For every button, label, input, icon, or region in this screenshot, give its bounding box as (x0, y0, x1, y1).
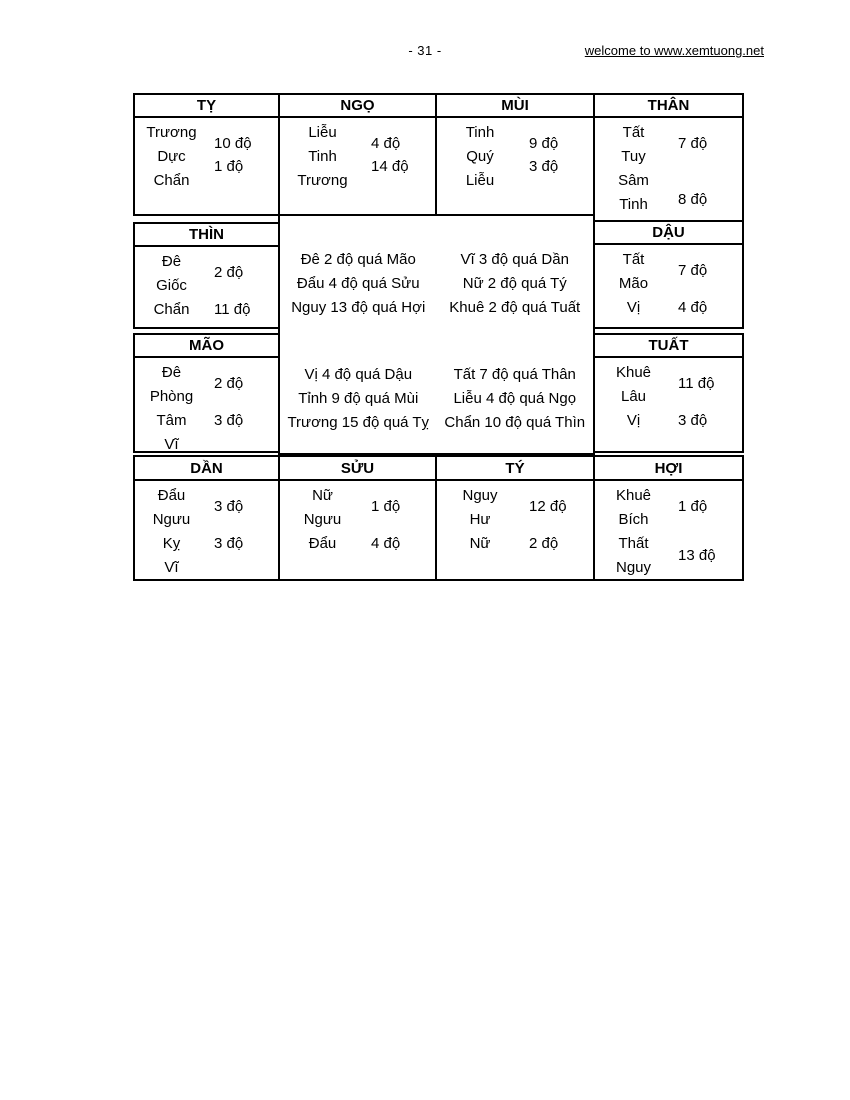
star-name: Đẩu (157, 487, 186, 504)
cell-dau-header: DẬU (593, 220, 744, 245)
cell-tuat-names (595, 361, 672, 451)
star-name: Kỵ (162, 535, 181, 552)
cell-suu-degrees (365, 484, 435, 579)
degree-value: 9 độ (529, 135, 559, 152)
cell-ty-header: TỴ (133, 93, 280, 118)
page-number: - 31 - (408, 43, 442, 58)
degree-value: 1 độ (678, 498, 708, 515)
degree-value: 2 độ (529, 535, 559, 552)
star-name: Trương (297, 172, 348, 189)
center-note-line: Đê 2 độ quá Mão (300, 251, 416, 268)
star-name: Khuê (615, 487, 652, 504)
star-name: Ngưu (152, 511, 191, 528)
star-name: Vị (626, 412, 641, 429)
star-name: Vị (626, 299, 641, 316)
degree-value: 7 độ (678, 135, 708, 152)
cell-thin-names (135, 250, 208, 327)
cell-thin-body (133, 245, 280, 329)
degree-value: 11 độ (214, 301, 251, 318)
cell-tyy-names (437, 484, 523, 579)
star-name: Đê (161, 364, 182, 381)
cell-tyy-body (435, 479, 595, 581)
cell-ngo-degrees (365, 121, 435, 214)
cell-dan-names (135, 484, 208, 579)
star-name: Tất (622, 124, 645, 141)
center-note-line: Tỉnh 9 độ quá Mùi (298, 390, 419, 407)
degree-value: 4 độ (371, 535, 401, 552)
cell-than-names (595, 121, 672, 220)
center-note-line: Chẩn 10 độ quá Thìn (444, 414, 586, 431)
cell-ngo-names (280, 121, 365, 214)
cell-hoi-degrees (672, 484, 742, 579)
center-note-line: Trương 15 độ quá Tỵ (287, 414, 430, 431)
degree-value: 11 độ (678, 375, 715, 392)
star-name: Chẩn (153, 301, 190, 318)
star-name: Trương (146, 124, 197, 141)
star-name: Dực (157, 148, 186, 165)
star-name: Sâm (618, 172, 649, 189)
star-name: Tinh (465, 124, 495, 141)
star-name: Chẩn (153, 172, 190, 189)
center-note-line: Vị 4 độ quá Dậu (304, 366, 413, 383)
star-name: Khuê (615, 364, 652, 381)
star-name: Nguy (462, 487, 498, 504)
cell-ty-names (135, 121, 208, 214)
star-name: Liễu (465, 172, 495, 189)
degree-value: 7 độ (678, 262, 708, 279)
cell-dan-body (133, 479, 280, 581)
degree-value: 1 độ (371, 498, 401, 515)
cell-mao-names (135, 361, 208, 451)
star-name: Tâm (156, 412, 187, 429)
degree-value: 10 độ (214, 135, 252, 152)
cell-than-body (593, 116, 744, 222)
star-name: Đẩu (308, 535, 337, 552)
center-note-line: Vĩ 3 độ quá Dần (460, 251, 569, 268)
cell-thin-degrees (208, 250, 278, 327)
cell-than-degrees (672, 121, 742, 220)
star-name: Vĩ (164, 436, 179, 453)
cell-mao-header: MÃO (133, 333, 280, 358)
cell-mao-degrees (208, 361, 278, 451)
cell-tuat-header: TUẤT (593, 333, 744, 358)
star-name: Tinh (619, 196, 648, 213)
center-note-line: Nguy 13 độ quá Hợi (291, 299, 426, 316)
cell-ty-body (133, 116, 280, 216)
degree-value: 4 độ (678, 299, 708, 316)
star-name: Thất (618, 535, 649, 552)
cell-dau-names (595, 248, 672, 327)
center-notes-cell (278, 214, 595, 455)
cell-suu-names (280, 484, 365, 579)
cell-dau-degrees (672, 248, 742, 327)
star-name: Tất (622, 251, 645, 268)
cell-tuat-degrees (672, 361, 742, 451)
star-name: Nữ (312, 487, 333, 504)
degree-value: 3 độ (214, 535, 244, 552)
cell-hoi-header: HỢI (593, 455, 744, 481)
center-note-line: Khuê 2 độ quá Tuất (449, 299, 581, 316)
cell-hoi-names (595, 484, 672, 579)
degree-value: 8 độ (678, 191, 708, 208)
center-note-b-right (437, 363, 594, 435)
star-name: Nữ (469, 535, 491, 552)
star-name: Vĩ (164, 559, 179, 576)
star-name: Quý (466, 148, 494, 165)
degree-value: 2 độ (214, 264, 244, 281)
cell-mao-body (133, 356, 280, 453)
site-link[interactable]: welcome to www.xemtuong.net (584, 43, 764, 58)
cell-tyy-degrees (523, 484, 593, 579)
degree-value: 13 độ (678, 547, 716, 564)
star-name: Ngưu (303, 511, 342, 528)
star-name: Nguy (615, 559, 652, 576)
cell-dan-degrees (208, 484, 278, 579)
star-name: Tinh (308, 148, 337, 165)
zodiac-degree-table (133, 93, 744, 581)
cell-mui-body (435, 116, 595, 216)
cell-suu-body (278, 479, 437, 581)
cell-tuat-body (593, 356, 744, 453)
center-note-a-left (280, 248, 437, 320)
degree-value: 1 độ (214, 158, 244, 175)
degree-value: 3 độ (529, 158, 559, 175)
cell-dau-body (593, 243, 744, 329)
center-note-b-left (280, 363, 437, 435)
cell-ngo-body (278, 116, 437, 216)
center-note-line: Đẩu 4 độ quá Sửu (296, 275, 420, 292)
star-name: Đê (161, 253, 182, 270)
star-name: Bích (618, 511, 649, 528)
star-name: Giốc (156, 277, 187, 294)
center-note-line: Liễu 4 độ quá Ngọ (453, 390, 577, 407)
center-note-a-right (437, 248, 594, 320)
star-name: Hư (469, 511, 491, 528)
degree-value: 4 độ (371, 135, 401, 152)
star-name: Liễu (308, 124, 337, 141)
center-note-line: Tất 7 độ quá Thân (453, 366, 576, 383)
cell-thin-header: THÌN (133, 222, 280, 247)
degree-value: 14 độ (371, 158, 409, 175)
center-note-line: Nữ 2 độ quá Tý (462, 275, 567, 292)
degree-value: 3 độ (678, 412, 708, 429)
star-name: Mão (618, 275, 649, 292)
degree-value: 3 độ (214, 412, 244, 429)
degree-value: 3 độ (214, 498, 244, 515)
star-name: Lâu (620, 388, 647, 405)
cell-tyy-header: TÝ (435, 455, 595, 481)
cell-ngo-header: NGỌ (278, 93, 437, 118)
degree-value: 12 độ (529, 498, 567, 515)
cell-suu-header: SỬU (278, 455, 437, 481)
cell-mui-names (437, 121, 523, 214)
cell-mui-degrees (523, 121, 593, 214)
cell-than-header: THÂN (593, 93, 744, 118)
cell-dan-header: DẦN (133, 455, 280, 481)
star-name: Phòng (149, 388, 194, 405)
cell-ty-degrees (208, 121, 278, 214)
degree-value: 2 độ (214, 375, 244, 392)
cell-mui-header: MÙI (435, 93, 595, 118)
star-name: Tuy (621, 148, 646, 165)
cell-hoi-body (593, 479, 744, 581)
